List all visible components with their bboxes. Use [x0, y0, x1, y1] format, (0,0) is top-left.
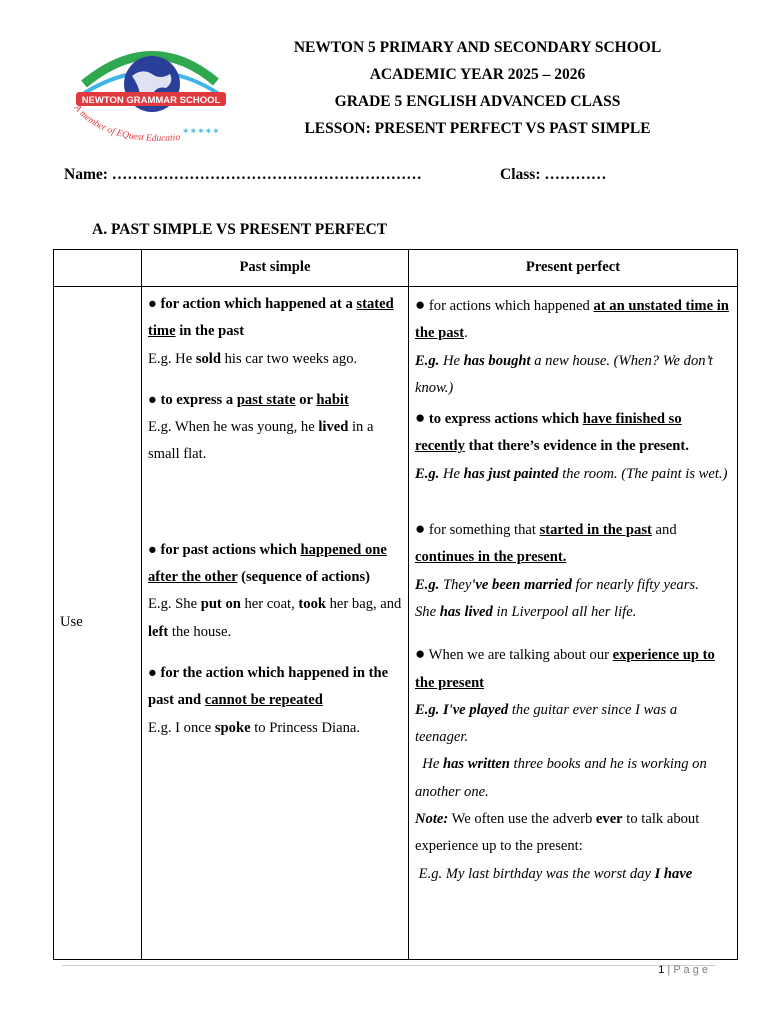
- present-example-4: E.g. I've played the guitar ever since I was a teenager.: [415, 701, 678, 746]
- past-use-1: ● for action which happened at a stated time in the past: [148, 296, 394, 340]
- past-example-2: E.g. When he was young, he lived in a small flat.: [148, 419, 374, 463]
- present-note: Note: We often use the adverb ever to talk about experience up to the present:: [415, 811, 700, 855]
- past-use-3: ● for past actions which happened one after the other (sequence of actions): [148, 541, 387, 586]
- footer-divider: [62, 965, 716, 966]
- present-example-4b: He has written three books and he is working on another one.: [415, 756, 707, 800]
- class-field[interactable]: Class: …………: [500, 166, 607, 183]
- present-use-2: ● to express actions which have finished so recently that there’s evidence in the present.: [415, 408, 689, 455]
- past-example-1: E.g. He sold his car two weeks ago.: [148, 350, 358, 367]
- past-example-3: E.g. She put on her coat, took her bag, and left the house.: [148, 596, 402, 640]
- school-name: NEWTON 5 PRIMARY AND SECONDARY SCHOOL: [293, 39, 662, 56]
- present-example-5: E.g. My last birthday was the worst day I have: [415, 865, 693, 882]
- past-use-2: ● to express a past state or habit: [148, 391, 349, 408]
- header-past-simple: Past simple: [142, 250, 409, 287]
- logo-stars-icon: ✶✶✶✶✶: [182, 126, 220, 136]
- past-example-4: E.g. I once spoke to Princess Diana.: [148, 719, 360, 736]
- present-use-3: ● for something that started in the past and continues in the present.: [415, 519, 677, 566]
- past-use-4: ● for the action which happened in the past and cannot be repeated: [148, 664, 389, 709]
- lesson-title: LESSON: PRESENT PERFECT VS PAST SIMPLE: [304, 120, 651, 137]
- page-sep: |: [664, 964, 674, 976]
- present-use-1: ● for actions which happened at an unstated time in the past.: [415, 295, 729, 342]
- student-info-row: [64, 166, 724, 184]
- present-perfect-uses: [409, 287, 738, 960]
- past-simple-uses: [142, 287, 409, 960]
- present-example-2: E.g. He has just painted the room. (The paint is wet.): [415, 465, 728, 482]
- present-example-3b: She has lived in Liverpool all her life.: [415, 603, 637, 620]
- comparison-table: [53, 249, 738, 960]
- header-empty: [54, 250, 142, 287]
- present-example-1: E.g. He has bought a new house. (When? We don’t know.): [415, 352, 713, 396]
- present-example-3: E.g. They've been married for nearly fifty years.: [415, 576, 699, 593]
- logo-tagline: A member of EQuest Educatio: [71, 103, 181, 144]
- header-present-perfect: Present perfect: [409, 250, 738, 287]
- section-title: A. PAST SIMPLE VS PRESENT PERFECT: [92, 221, 388, 238]
- page-number: 1: [658, 964, 665, 976]
- present-use-4: ● When we are talking about our experience up to the present: [415, 644, 715, 691]
- name-field[interactable]: Name: ……………………………………………………: [64, 166, 422, 183]
- page-footer: [658, 964, 708, 976]
- row-label-use: Use: [54, 287, 142, 960]
- page-label: P a g e: [673, 964, 708, 976]
- academic-year: ACADEMIC YEAR 2025 – 2026: [369, 66, 586, 83]
- grade-class: GRADE 5 ENGLISH ADVANCED CLASS: [334, 93, 621, 110]
- school-logo: [66, 42, 238, 162]
- logo-school-name: NEWTON GRAMMAR SCHOOL: [81, 95, 221, 106]
- document-header: [250, 34, 705, 142]
